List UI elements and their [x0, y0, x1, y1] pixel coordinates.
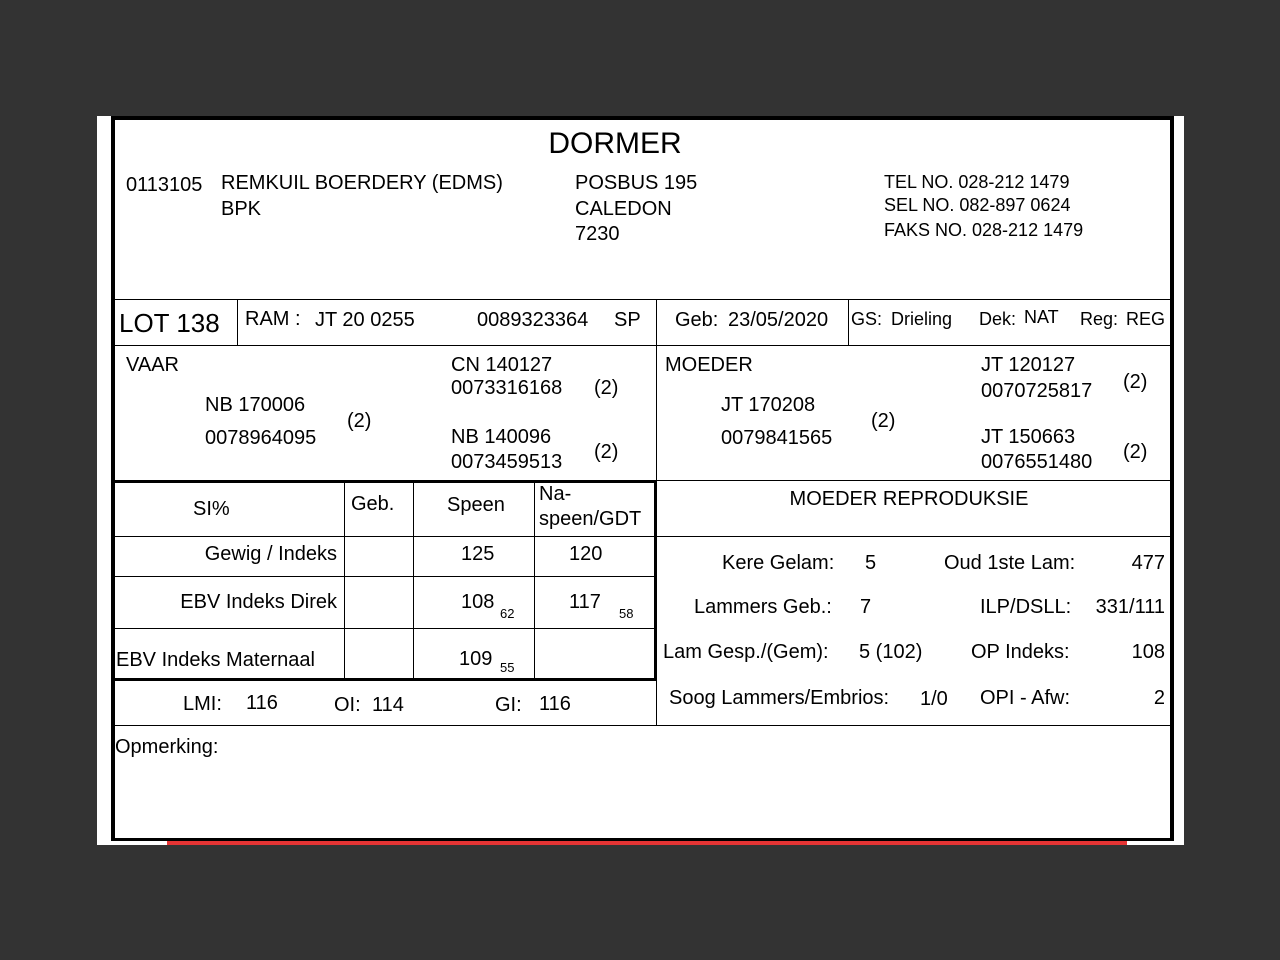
- gi-value: 116: [539, 693, 571, 715]
- card-border-left: [111, 116, 115, 840]
- header-geb: Geb.: [351, 493, 395, 515]
- row-maternaal-speen: 109: [459, 648, 493, 670]
- perf-divider-row2: [113, 628, 657, 629]
- row-direk-naspeen-accuracy: 58: [619, 606, 634, 621]
- card-border-top: [111, 116, 1174, 120]
- row-direk-label: EBV Indeks Direk: [180, 591, 337, 613]
- ram-reg-number: 0089323364: [477, 309, 589, 331]
- divider-lot-row: [113, 345, 1172, 346]
- vaar-dam-id: NB 140096: [451, 426, 552, 448]
- header-si-percent: SI%: [193, 498, 230, 520]
- lot-card: [97, 116, 1184, 845]
- moeder-label: MOEDER: [665, 354, 753, 376]
- lot-number: LOT 138: [119, 308, 220, 338]
- perf-divider-bottom: [113, 678, 657, 681]
- ilp-value: 331/111: [1095, 596, 1165, 618]
- lammers-geb-label: Lammers Geb.:: [694, 596, 832, 618]
- divider-header: [113, 299, 1172, 300]
- moeder-sire-number: 0070725817: [981, 380, 1093, 402]
- ilp-label: ILP/DSLL:: [980, 596, 1072, 618]
- oi-value: 114: [372, 694, 404, 716]
- registration-label: Reg:: [1080, 309, 1119, 329]
- oud-label: Oud 1ste Lam:: [944, 552, 1076, 574]
- oi-label: OI:: [334, 694, 361, 716]
- moeder-id: JT 170208: [721, 394, 816, 416]
- lmi-value: 116: [246, 692, 278, 714]
- op-indeks-value: 108: [1131, 641, 1165, 663]
- breeder-address-line1: POSBUS 195: [575, 172, 698, 194]
- moeder-sire-id: JT 120127: [981, 354, 1076, 376]
- vaar-sire-grade: (2): [594, 377, 619, 399]
- birth-date: 23/05/2020: [728, 309, 829, 331]
- vaar-grade: (2): [347, 410, 372, 432]
- breeder-sel: SEL NO. 082-897 0624: [884, 195, 1071, 215]
- gi-label: GI:: [495, 694, 522, 716]
- perf-divider-row1: [113, 576, 657, 577]
- divider-lot: [237, 299, 238, 346]
- opi-label: OPI - Afw:: [980, 687, 1071, 709]
- ram-label: RAM :: [245, 308, 301, 330]
- red-footnote-fragment: [167, 841, 1127, 845]
- mating-value: NAT: [1024, 307, 1059, 327]
- vaar-label: VAAR: [126, 354, 179, 376]
- birth-date-label: Geb:: [675, 309, 719, 331]
- row-direk-speen: 108: [461, 591, 495, 613]
- lammers-geb-value: 7: [860, 596, 872, 618]
- vaar-id: NB 170006: [205, 394, 306, 416]
- header-naspeen-line2: speen/GDT: [539, 508, 642, 530]
- vaar-dam-grade: (2): [594, 441, 619, 463]
- repro-title: MOEDER REPRODUKSIE: [789, 488, 1029, 510]
- opmerking-label: Opmerking:: [115, 736, 219, 758]
- lam-gesp-value: 5 (102): [859, 641, 923, 663]
- moeder-number: 0079841565: [721, 427, 833, 449]
- kere-gelam-label: Kere Gelam:: [722, 552, 835, 574]
- row-gewig-naspeen: 120: [569, 543, 603, 565]
- mating-label: Dek:: [979, 309, 1017, 329]
- soog-value: 1/0: [920, 688, 948, 710]
- moeder-sire-grade: (2): [1123, 371, 1148, 393]
- ram-id: JT 20 0255: [315, 309, 415, 331]
- divider-ram: [656, 299, 657, 346]
- opi-value: 2: [1153, 687, 1165, 709]
- row-direk-naspeen: 117: [569, 591, 601, 613]
- breeder-faks: FAKS NO. 028-212 1479: [884, 220, 1084, 240]
- ram-grade: SP: [614, 309, 641, 331]
- row-maternaal-speen-accuracy: 55: [500, 660, 515, 675]
- breeder-code: 0113105: [126, 174, 203, 196]
- moeder-dam-grade: (2): [1123, 441, 1148, 463]
- perf-col-divider-2: [413, 483, 414, 679]
- moeder-dam-number: 0076551480: [981, 451, 1093, 473]
- breeder-tel: TEL NO. 028-212 1479: [884, 172, 1070, 192]
- kere-gelam-value: 5: [865, 552, 877, 574]
- row-maternaal-label: EBV Indeks Maternaal: [116, 649, 315, 671]
- breeder-address-line3: 7230: [575, 223, 620, 245]
- divider-pedigree-left-bottom: [113, 480, 657, 483]
- moeder-dam-id: JT 150663: [981, 426, 1076, 448]
- perf-col-divider-3: [534, 483, 535, 679]
- birth-status-label: GS:: [851, 309, 883, 329]
- moeder-grade: (2): [871, 410, 896, 432]
- breed-title: DORMER: [548, 127, 682, 160]
- perf-col-divider-1: [344, 483, 345, 679]
- soog-label: Soog Lammers/Embrios:: [669, 687, 890, 709]
- op-indeks-label: OP Indeks:: [971, 641, 1070, 663]
- header-naspeen-line1: Na-: [539, 483, 572, 505]
- divider-opmerking: [113, 725, 1172, 726]
- card-border-right: [1170, 116, 1174, 840]
- perf-divider-header: [113, 536, 657, 537]
- vaar-sire-number: 0073316168: [451, 377, 563, 399]
- header-speen: Speen: [447, 494, 505, 516]
- registration-value: REG: [1126, 309, 1166, 329]
- breeder-address-line2: CALEDON: [575, 198, 672, 220]
- birth-status: Drieling: [891, 309, 953, 329]
- lmi-label: LMI:: [183, 693, 222, 715]
- catalogue-card-page: [97, 116, 1184, 845]
- row-gewig-speen: 125: [461, 543, 495, 565]
- divider-pedigree-right-bottom: [657, 480, 1172, 481]
- row-direk-speen-accuracy: 62: [500, 606, 515, 621]
- vaar-number: 0078964095: [205, 427, 317, 449]
- divider-geb: [848, 299, 849, 346]
- lam-gesp-label: Lam Gesp./(Gem):: [663, 641, 829, 663]
- row-gewig-label: Gewig / Indeks: [204, 543, 337, 565]
- vaar-sire-id: CN 140127: [451, 354, 553, 376]
- breeder-name: REMKUIL BOERDERY (EDMS): [221, 172, 503, 194]
- perf-border-right: [654, 480, 657, 680]
- breeder-name-line2: BPK: [221, 198, 262, 220]
- repro-divider-header: [657, 536, 1172, 537]
- vaar-dam-number: 0073459513: [451, 451, 563, 473]
- oud-value: 477: [1131, 552, 1165, 574]
